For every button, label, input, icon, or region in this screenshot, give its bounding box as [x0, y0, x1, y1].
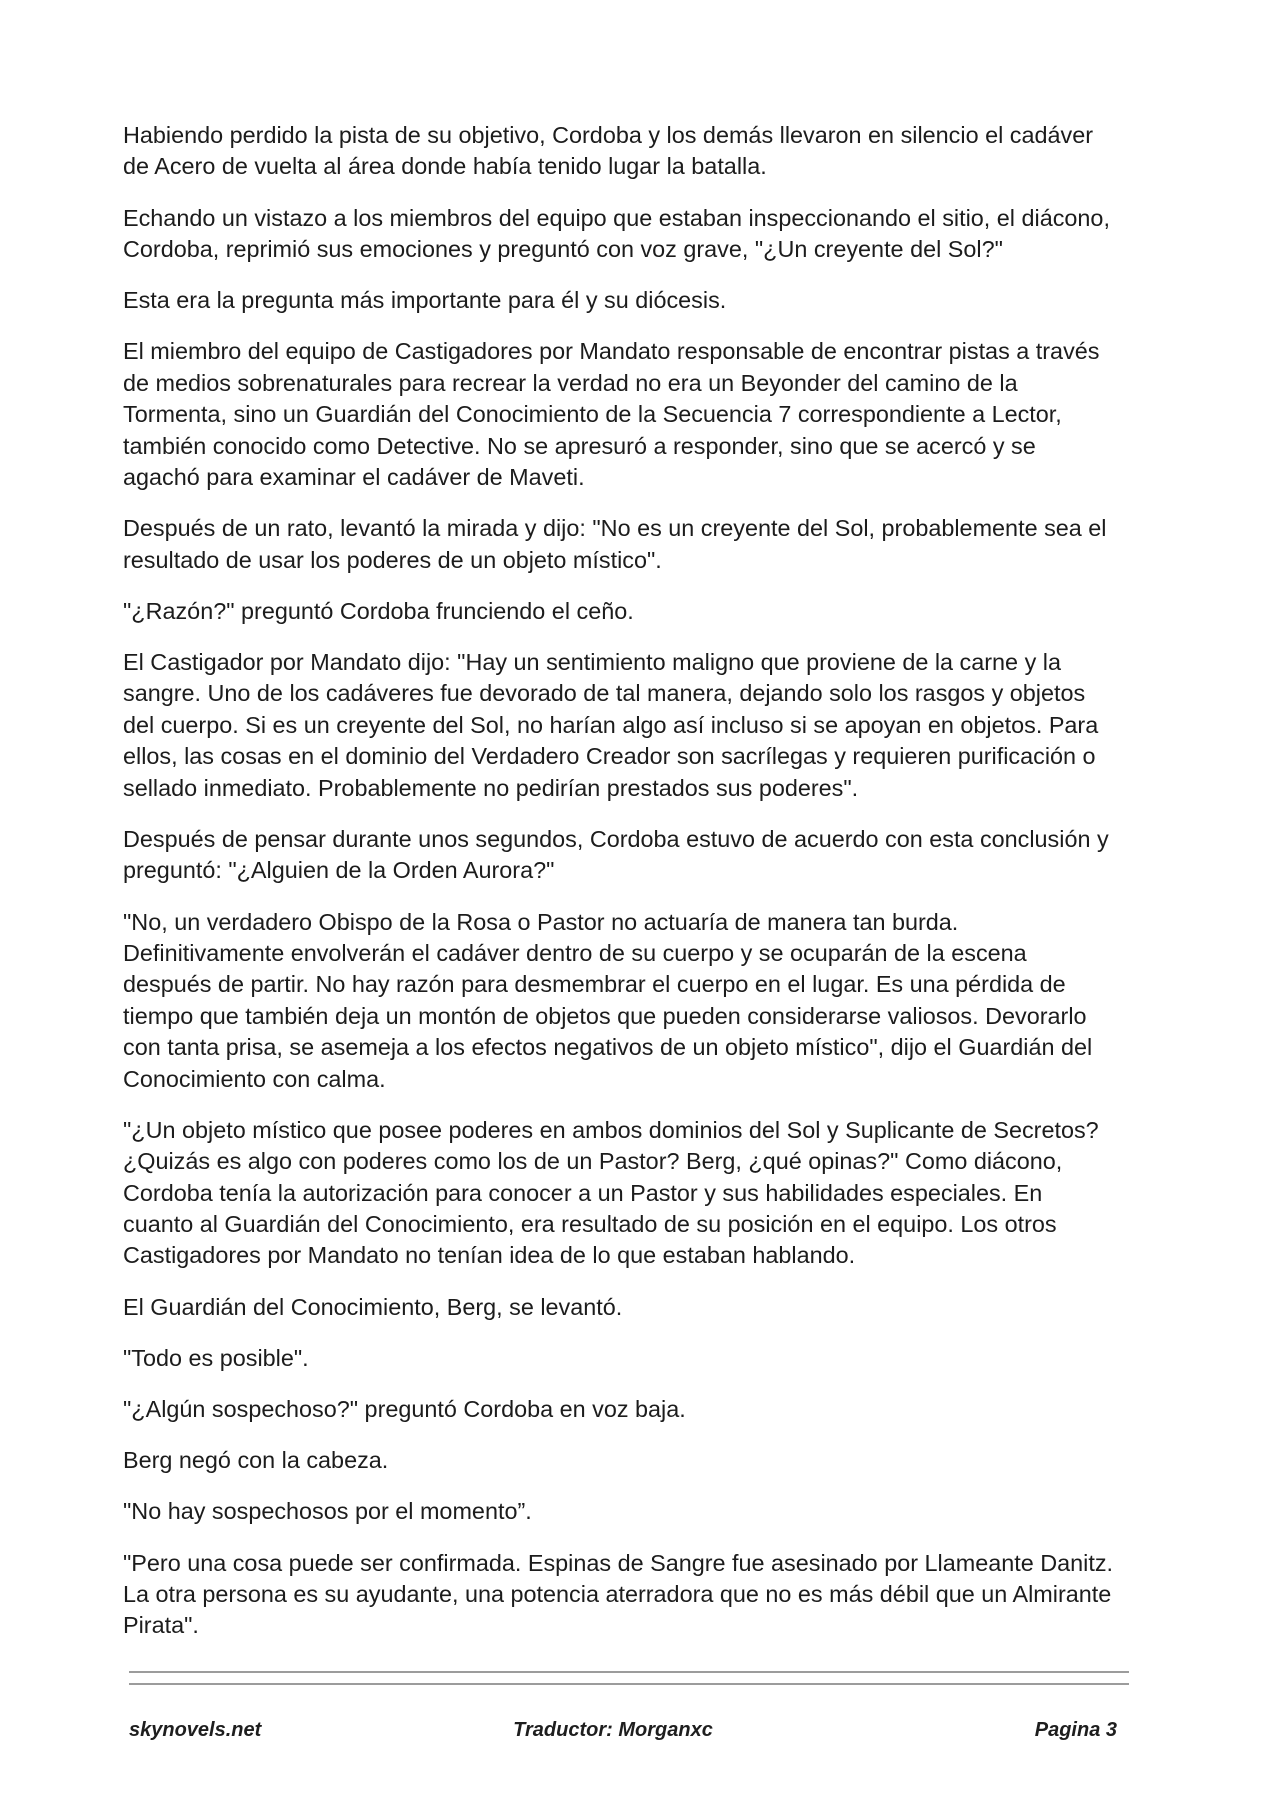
text-line: sellado inmediato. Probablemente no pedirían prestados sus poderes". — [123, 774, 859, 801]
text-line: Echando un vistazo a los miembros del equipo que estaban inspeccionando el sitio, el diácono, — [123, 204, 1110, 231]
text-line: cuanto al Guardián del Conocimiento, era resultado de su posición en el equipo. Los otros — [123, 1210, 1057, 1237]
text-line: Habiendo perdido la pista de su objetivo, Cordoba y los demás llevaron en silencio el cadáver — [123, 122, 1093, 148]
text-line: del cuerpo. Si es un creyente del Sol, no harían algo así incluso si se apoyan en objetos. Para — [123, 711, 1099, 738]
paragraph — [123, 120, 1153, 183]
text-line: "No hay sospechosos por el momento”. — [123, 1498, 532, 1525]
text-line: "Pero una cosa puede ser confirmada. Espinas de Sangre fue asesinado por Llameante Danitz. — [123, 1549, 1114, 1576]
text-line: Esta era la pregunta más importante para él y su diócesis. — [123, 287, 727, 314]
paragraph — [123, 907, 1153, 1095]
text-line: con tanta prisa, se asemeja a los efectos negativos de un objeto místico", dijo el Guardián del — [123, 1034, 1093, 1061]
text-line: Castigadores por Mandato no tenían idea de lo que estaban hablando. — [123, 1242, 856, 1269]
text-line: Cordoba tenía la autorización para conocer a un Pastor y sus habilidades especiales. En — [123, 1179, 1043, 1206]
paragraph — [123, 1394, 1153, 1425]
text-line: Después de un rato, levantó la mirada y dijo: "No es un creyente del Sol, probablemente sea el — [123, 515, 1107, 542]
text-line: resultado de usar los poderes de un objeto místico". — [123, 546, 662, 573]
text-line: preguntó: "¿Alguien de la Orden Aurora?" — [123, 857, 555, 884]
paragraph — [123, 1343, 1153, 1374]
text-line: "No, un verdadero Obispo de la Rosa o Pastor no actuaría de manera tan burda. — [123, 908, 959, 935]
paragraph — [123, 1496, 1153, 1527]
text-line: El Castigador por Mandato dijo: "Hay un sentimiento maligno que proviene de la carne y la — [123, 649, 1061, 676]
text-line: Cordoba, reprimió sus emociones y preguntó con voz grave, "¿Un creyente del Sol?" — [123, 236, 1003, 263]
text-line: tiempo que también deja un montón de objetos que pueden considerarse valiosos. Devorarlo — [123, 1002, 1087, 1029]
paragraph — [123, 513, 1153, 576]
text-line: La otra persona es su ayudante, una potencia aterradora que no es más débil que un Almirante — [123, 1580, 1112, 1607]
text-line: ¿Quizás es algo con poderes como los de un Pastor? Berg, ¿qué opinas?" Como diácono, — [123, 1148, 1063, 1175]
text-line: de medios sobrenaturales para recrear la verdad no era un Beyonder del camino de la — [123, 369, 1018, 396]
footer-divider-top — [129, 1671, 1129, 1673]
text-line: Tormenta, sino un Guardián del Conocimiento de la Secuencia 7 correspondiente a Lector, — [123, 401, 1062, 428]
document-body — [123, 120, 1153, 1662]
text-line: Conocimiento con calma. — [123, 1065, 386, 1092]
text-line: sangre. Uno de los cadáveres fue devorado de tal manera, dejando solo los rasgos y objetos — [123, 680, 1086, 707]
paragraph — [123, 285, 1153, 316]
text-line: Después de pensar durante unos segundos, Cordoba estuvo de acuerdo con esta conclusión y — [123, 825, 1109, 852]
text-line: agachó para examinar el cadáver de Maveti. — [123, 464, 585, 491]
text-line: Pirata". — [123, 1612, 199, 1639]
paragraph — [123, 1548, 1153, 1642]
paragraph — [123, 824, 1153, 887]
paragraph — [123, 647, 1153, 804]
footer-page-number: Pagina 3 — [1034, 1719, 1117, 1741]
text-line: después de partir. No hay razón para desmembrar el cuerpo en el lugar. Es una pérdida de — [123, 971, 1066, 998]
footer-translator: Traductor: Morganxc — [513, 1719, 713, 1741]
footer-divider-bottom — [129, 1683, 1129, 1685]
paragraph — [123, 596, 1153, 627]
text-line: Berg negó con la cabeza. — [123, 1447, 389, 1474]
text-line: Definitivamente envolverán el cadáver dentro de su cuerpo y se ocuparán de la escena — [123, 939, 1027, 966]
paragraph — [123, 203, 1153, 266]
text-line: "¿Algún sospechoso?" preguntó Cordoba en voz baja. — [123, 1395, 686, 1422]
text-line: El miembro del equipo de Castigadores por Mandato responsable de encontrar pistas a través — [123, 338, 1100, 365]
paragraph — [123, 1292, 1153, 1323]
text-line: "¿Razón?" preguntó Cordoba frunciendo el ceño. — [123, 597, 634, 624]
text-line: El Guardián del Conocimiento, Berg, se levantó. — [123, 1293, 623, 1320]
footer-site-name: skynovels.net — [129, 1719, 262, 1741]
text-line: de Acero de vuelta al área donde había tenido lugar la batalla. — [123, 153, 767, 180]
paragraph — [123, 1115, 1153, 1272]
text-line: ellos, las cosas en el dominio del Verdadero Creador son sacrílegas y requieren purificación o — [123, 743, 1096, 770]
paragraph — [123, 1445, 1153, 1476]
text-line: también conocido como Detective. No se apresuró a responder, sino que se acercó y se — [123, 432, 1036, 459]
text-line: "¿Un objeto místico que posee poderes en ambos dominios del Sol y Suplicante de Secretos? — [123, 1116, 1099, 1143]
text-line: "Todo es posible". — [123, 1344, 309, 1371]
paragraph — [123, 336, 1153, 493]
